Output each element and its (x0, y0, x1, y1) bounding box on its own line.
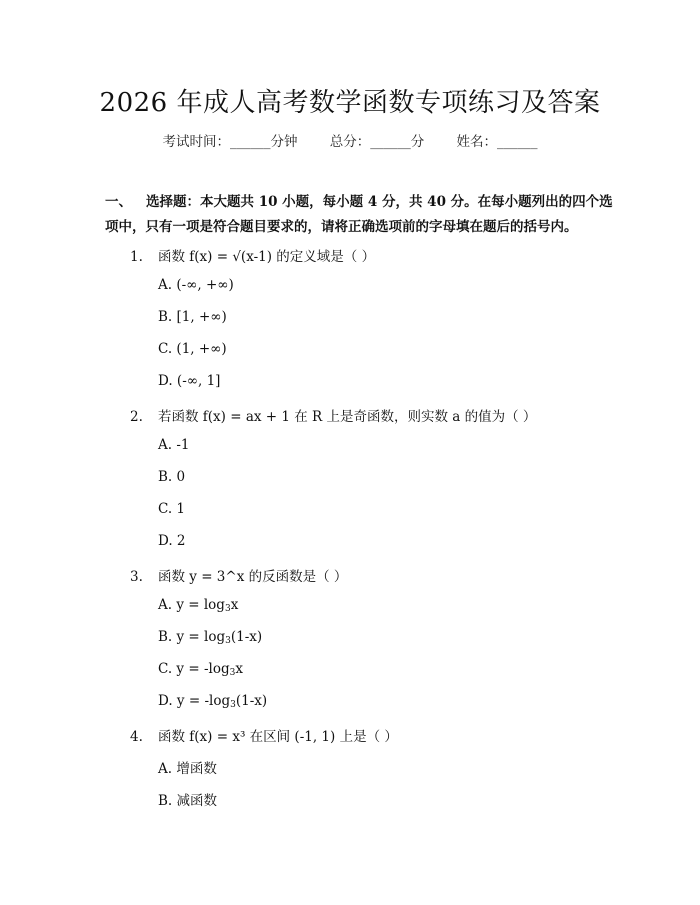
option-3a: A. $y = \log_3x$ (158, 597, 239, 614)
exam-time-field: 考试时间：______分钟 (162, 134, 298, 150)
student-name-field: 姓名：______ (456, 134, 538, 150)
total-score-field: 总分：______分 (329, 134, 425, 150)
option-1b: B. [1, +∞) (158, 309, 227, 325)
question-4 (130, 725, 398, 745)
section-instructions: 选择题：本大题共 10 小题，每小题 4 分，共 40 分。在每小题列出的四个选项中，只有一项是符合题目要求的，请将正确选项前的字母填在题后的括号内。 (105, 194, 613, 235)
option-2b: B. 0 (158, 469, 186, 485)
question-number: 4. (130, 729, 143, 745)
question-text: 函数 y = 3^x 的反函数是（ ） (158, 569, 348, 585)
question-number: 2. (130, 409, 143, 425)
page-title: 2026 年成人高考数学函数专项练习及答案 (99, 88, 601, 118)
option-1a: A. (-∞, +∞) (158, 277, 234, 293)
option-2d: D. 2 (158, 533, 186, 549)
option-1c: C. (1, +∞) (158, 341, 227, 357)
question-text: 函数 f(x) = √(x-1) 的定义域是（ ） (158, 249, 376, 265)
exam-info-line (0, 130, 700, 150)
option-3b: B. $y = \log_3(1-x)$ (158, 629, 263, 646)
option-3d: D. $y = -\log_3(1-x)$ (158, 693, 268, 710)
option-2a: A. -1 (158, 437, 190, 453)
question-2 (130, 405, 536, 425)
question-3 (130, 565, 347, 585)
section-heading (105, 190, 615, 240)
question-text: 若函数 f(x) = ax + 1 在 R 上是奇函数，则实数 a 的值为（ ） (158, 409, 537, 425)
section-number: 一、 (105, 194, 132, 210)
question-text: 函数 f(x) = x³ 在区间 (-1, 1) 上是（ ） (158, 729, 398, 745)
question-1 (130, 245, 375, 265)
question-number: 3. (130, 569, 143, 585)
question-number: 1. (130, 249, 143, 265)
option-4a: A. 增函数 (158, 761, 217, 777)
option-1d: D. (-∞, 1] (158, 373, 221, 389)
option-2c: C. 1 (158, 501, 186, 517)
option-3c: C. $y = -\log_3x$ (158, 661, 243, 678)
option-4b: B. 减函数 (158, 793, 218, 809)
